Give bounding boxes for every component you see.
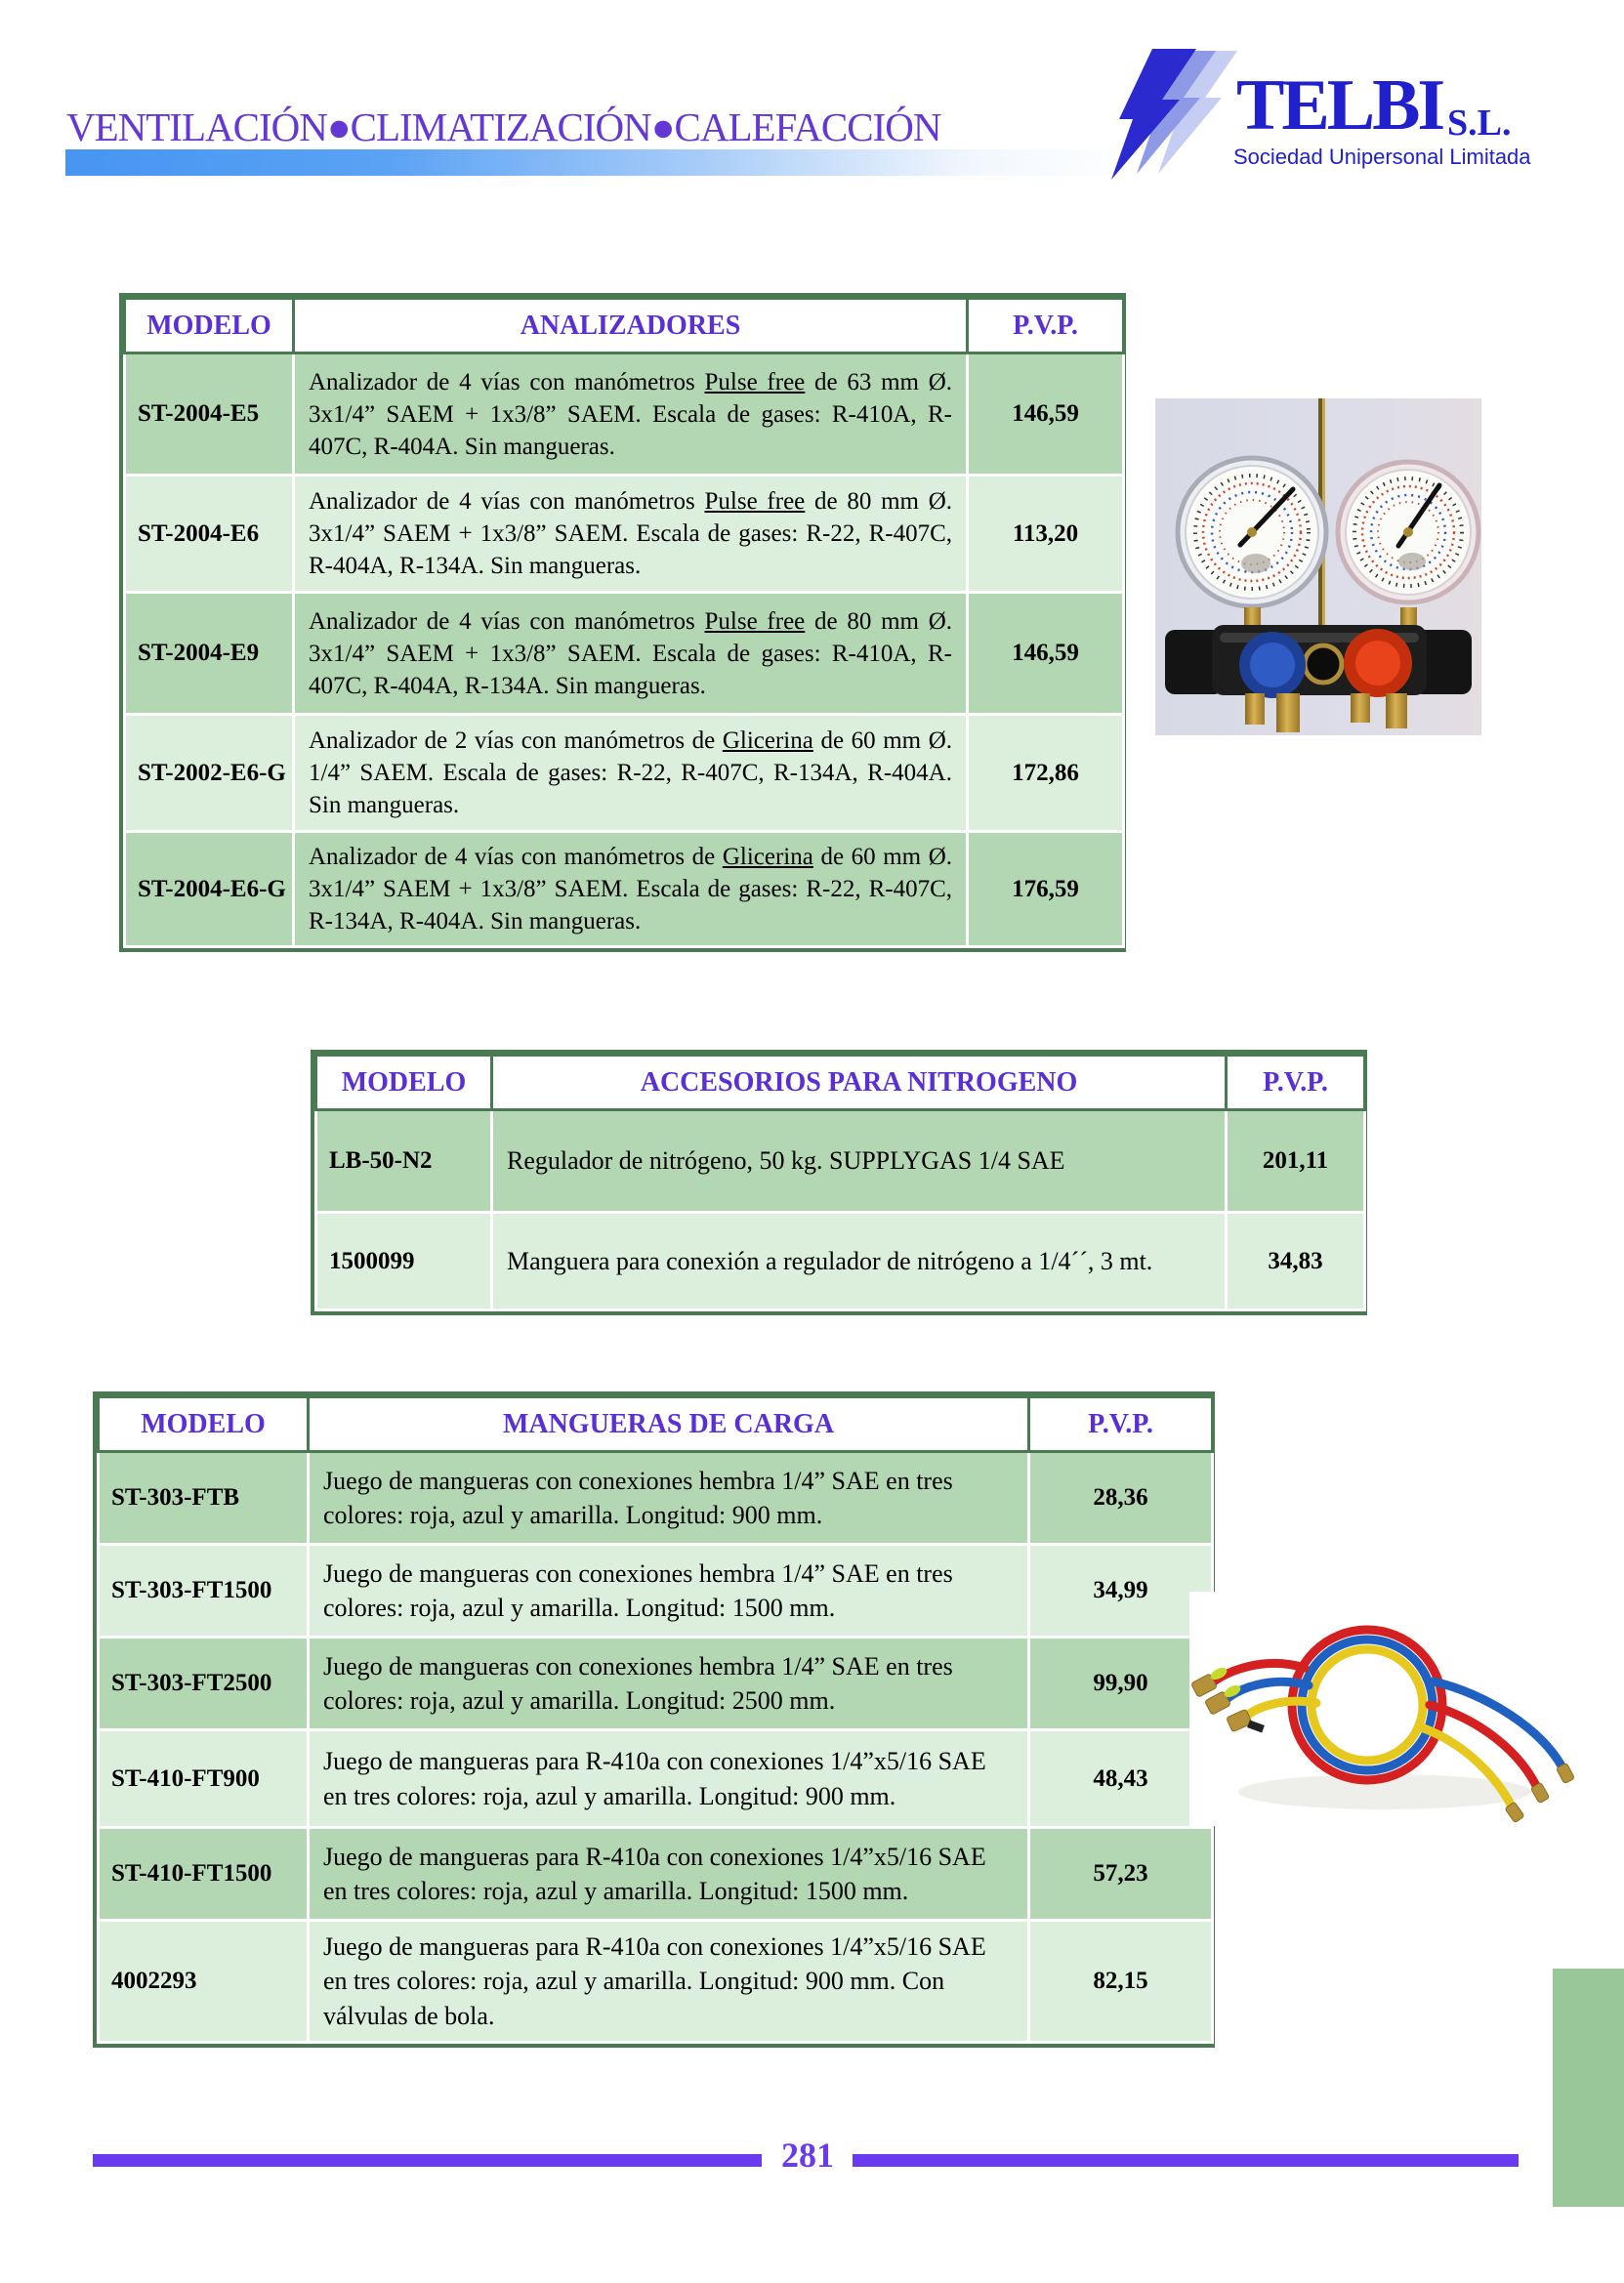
underlined-term: Glicerina (722, 844, 813, 870)
table-mangueras (93, 1391, 1215, 2048)
table-row (99, 1452, 1213, 1545)
manifold-gauges-photo (1155, 398, 1481, 735)
description-cell: Juego de mangueras con conexiones hembra 1/4” SAE en tres colores: roja, azul y amarilla. Longitud: 1500 mm. (309, 1545, 1029, 1638)
description-cell: Juego de mangueras con conexiones hembra 1/4” SAE en tres colores: roja, azul y amarilla. Longitud: 900 mm. (309, 1452, 1029, 1545)
model-cell: ST-2002-E6-G (125, 715, 294, 832)
col-header-modelo: MODELO (316, 1056, 492, 1110)
description-cell: Juego de mangueras para R-410a con conexiones 1/4”x5/16 SAE en tres colores: roja, azul y amarilla. Longitud: 1500 mm. (309, 1828, 1029, 1921)
price-cell: 57,23 (1029, 1828, 1213, 1921)
col-header-pvp: P.V.P. (1227, 1056, 1365, 1110)
table-row (316, 1213, 1365, 1310)
col-header-pvp: P.V.P. (1029, 1397, 1213, 1452)
description-cell: Manguera para conexión a regulador de nitrógeno a 1/4´´, 3 mt. (492, 1213, 1227, 1310)
underlined-term: Pulse free (704, 488, 806, 515)
table-row (99, 1921, 1213, 2043)
model-cell: ST-410-FT900 (99, 1730, 309, 1828)
table-analizadores (119, 293, 1126, 952)
model-cell: ST-303-FT1500 (99, 1545, 309, 1638)
table-header-row (99, 1397, 1213, 1452)
underlined-term: Glicerina (722, 727, 813, 754)
price-cell: 113,20 (968, 476, 1124, 593)
brand-subtitle: Sociedad Unipersonal Limitada (1233, 145, 1531, 169)
company-logo (1103, 47, 1562, 179)
charging-hoses-photo (1189, 1592, 1592, 1826)
table-row (99, 1638, 1213, 1730)
col-header-accesorios: ACCESORIOS PARA NITROGENO (492, 1056, 1227, 1110)
price-cell: 34,83 (1227, 1213, 1365, 1310)
underlined-term: Pulse free (704, 368, 806, 395)
table-header-row (316, 1056, 1365, 1110)
table-row (99, 1730, 1213, 1828)
model-cell: LB-50-N2 (316, 1110, 492, 1213)
table-nitrogeno (311, 1050, 1367, 1315)
price-cell: 48,43 (1029, 1730, 1213, 1828)
description-cell: Analizador de 4 vías con manómetros Pulse free de 80 mm Ø. 3x1/4” SAEM + 1x3/8” SAEM. Escala de gases: R-22, R-407C, R-404A, R-134A. Sin mangueras. (294, 476, 968, 593)
header-gradient-bar (65, 149, 1133, 176)
brand-name: TELBI (1236, 65, 1443, 145)
model-cell: 1500099 (316, 1213, 492, 1310)
footer-rule-right (853, 2154, 1519, 2167)
model-cell: ST-2004-E6 (125, 476, 294, 593)
model-cell: ST-2004-E9 (125, 593, 294, 715)
col-header-pvp: P.V.P. (968, 299, 1124, 353)
price-cell: 34,99 (1029, 1545, 1213, 1638)
description-cell: Analizador de 2 vías con manómetros de Glicerina de 60 mm Ø. 1/4” SAEM. Escala de gases: R-22, R-407C, R-134A, R-404A. Sin mangueras. (294, 715, 968, 832)
description-cell: Analizador de 4 vías con manómetros de Glicerina de 60 mm Ø. 3x1/4” SAEM + 1x3/8” SAEM. Escala de gases: R-22, R-407C, R-134A, R-404A. Sin mangueras. (294, 832, 968, 947)
table-row (125, 476, 1124, 593)
description-cell: Regulador de nitrógeno, 50 kg. SUPPLYGAS 1/4 SAE (492, 1110, 1227, 1213)
description-cell: Analizador de 4 vías con manómetros Pulse free de 63 mm Ø. 3x1/4” SAEM + 1x3/8” SAEM. Escala de gases: R-410A, R-407C, R-404A. Sin mangueras. (294, 353, 968, 476)
table-row (125, 353, 1124, 476)
model-cell: ST-2004-E6-G (125, 832, 294, 947)
model-cell: ST-2004-E5 (125, 353, 294, 476)
table-row (125, 593, 1124, 715)
table-row (125, 832, 1124, 947)
table-row (125, 715, 1124, 832)
table-row (99, 1545, 1213, 1638)
footer-rule-left (93, 2154, 762, 2167)
page-tagline: VENTILACIÓN●CLIMATIZACIÓN●CALEFACCIÓN (66, 104, 941, 149)
table-header-row (125, 299, 1124, 353)
page-number: 281 (781, 2136, 834, 2175)
lightning-bolt-icon (1103, 49, 1240, 181)
col-header-modelo: MODELO (99, 1397, 309, 1452)
price-cell: 146,59 (968, 353, 1124, 476)
price-cell: 99,90 (1029, 1638, 1213, 1730)
description-cell: Juego de mangueras para R-410a con conexiones 1/4”x5/16 SAE en tres colores: roja, azul y amarilla. Longitud: 900 mm. (309, 1730, 1029, 1828)
description-cell: Juego de mangueras para R-410a con conexiones 1/4”x5/16 SAE en tres colores: roja, azul y amarilla. Longitud: 900 mm. Con válvulas de bola. (309, 1921, 1029, 2043)
price-cell: 28,36 (1029, 1452, 1213, 1545)
underlined-term: Pulse free (704, 607, 806, 635)
price-cell: 176,59 (968, 832, 1124, 947)
price-cell: 201,11 (1227, 1110, 1365, 1213)
edge-tab-green (1553, 1969, 1624, 2207)
price-cell: 82,15 (1029, 1921, 1213, 2043)
col-header-modelo: MODELO (125, 299, 294, 353)
model-cell: 4002293 (99, 1921, 309, 2043)
brand-suffix: S.L. (1447, 103, 1512, 144)
model-cell: ST-410-FT1500 (99, 1828, 309, 1921)
price-cell: 146,59 (968, 593, 1124, 715)
description-cell: Juego de mangueras con conexiones hembra 1/4” SAE en tres colores: roja, azul y amarilla. Longitud: 2500 mm. (309, 1638, 1029, 1730)
col-header-mangueras: MANGUERAS DE CARGA (309, 1397, 1029, 1452)
model-cell: ST-303-FT2500 (99, 1638, 309, 1730)
col-header-analizadores: ANALIZADORES (294, 299, 968, 353)
table-row (99, 1828, 1213, 1921)
price-cell: 172,86 (968, 715, 1124, 832)
table-row (316, 1110, 1365, 1213)
description-cell: Analizador de 4 vías con manómetros Pulse free de 80 mm Ø. 3x1/4” SAEM + 1x3/8” SAEM. Escala de gases: R-410A, R-407C, R-404A, R-134A. Sin mangueras. (294, 593, 968, 715)
model-cell: ST-303-FTB (99, 1452, 309, 1545)
